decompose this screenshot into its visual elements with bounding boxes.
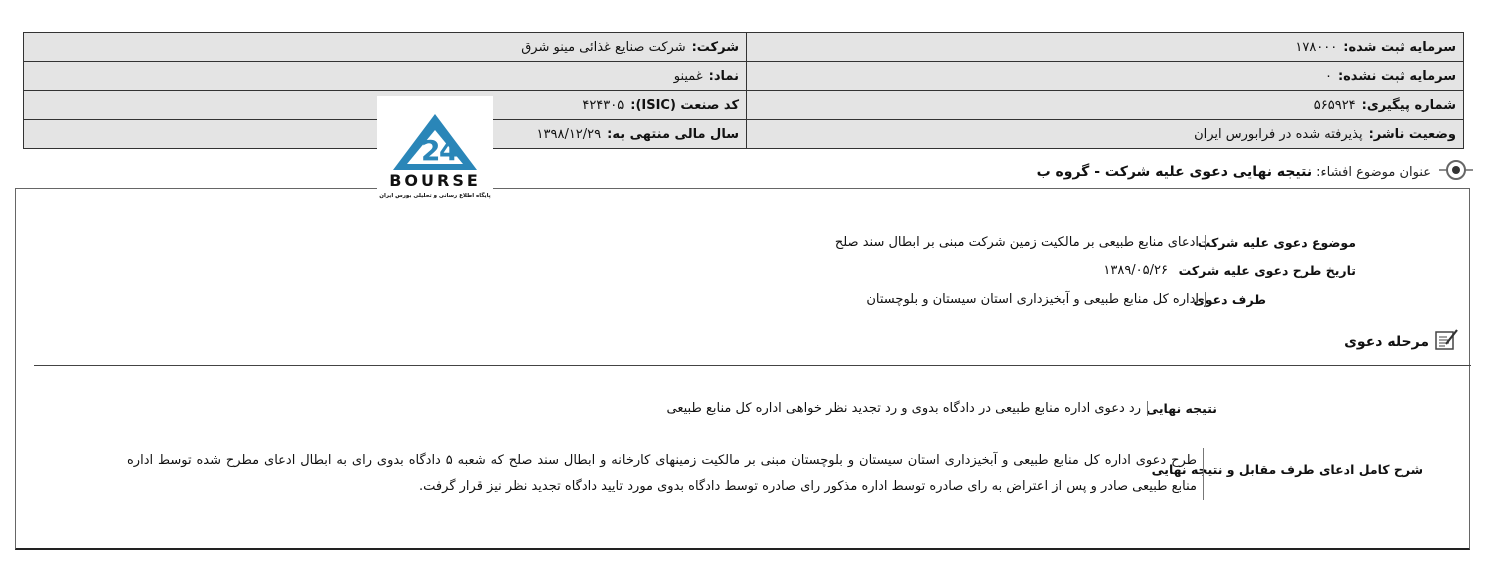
lawsuit-topic-row [835, 232, 1356, 252]
unregistered-capital-value: ۰ [1324, 68, 1332, 84]
fiscal-year-label: سال مالی منتهی به: [607, 126, 739, 142]
symbol-cell [24, 62, 747, 91]
symbol-label: نماد: [708, 68, 739, 84]
edit-note-icon [1429, 328, 1459, 356]
registered-capital-value: ۱۷۸۰۰۰ [1295, 39, 1338, 55]
lawsuit-date-value: ۱۳۸۹/۰۵/۲۶ [1103, 262, 1168, 278]
stage-section-title [1344, 328, 1459, 356]
lawsuit-party-row [866, 289, 1266, 309]
unregistered-capital-label: سرمایه ثبت نشده: [1337, 68, 1456, 84]
company-cell [24, 33, 747, 62]
subject-label: عنوان موضوع افشاء: [1316, 164, 1431, 180]
company-header-table [23, 32, 1464, 149]
publisher-status-value: پذیرفته شده در فرابورس ایران [1194, 126, 1363, 142]
logo-tagline: پایگاه اطلاع رسانی و تحلیلی بورس ایران [379, 193, 491, 199]
isic-label: کد صنعت (ISIC): [630, 97, 739, 113]
full-description-label: شرح کامل ادعای طرف مقابل و نتیجه نهایی [1151, 462, 1423, 477]
section-divider [34, 365, 1471, 366]
unregistered-capital-cell [747, 62, 1464, 91]
stage-title-text: مرحله دعوی [1344, 334, 1429, 350]
publisher-status-label: وضعیت ناشر: [1368, 126, 1456, 142]
tracking-label: شماره پیگیری: [1361, 97, 1456, 113]
registered-capital-label: سرمایه ثبت شده: [1343, 39, 1456, 55]
bourse24-logo-graphic [377, 96, 493, 200]
final-result-value: رد دعوی اداره منابع طبیعی در دادگاه بدوی و رد تجدید نظر خواهی اداره کل منابع طبیعی [667, 401, 1148, 416]
lawsuit-topic-label: موضوع دعوی علیه شرکت [1197, 234, 1356, 250]
subject-value: نتیجه نهایی دعوی علیه شرکت - گروه ب [1036, 164, 1313, 180]
final-result-row [667, 397, 1217, 419]
lawsuit-topic-value: ادعای منابع طبیعی بر مالکیت زمین شرکت مبنی بر ابطال سند صلح [835, 235, 1206, 250]
lawsuit-date-row [1103, 260, 1356, 280]
company-value: شرکت صنایع غذائی مینو شرق [521, 39, 686, 55]
logo-wordmark: BOURSE [389, 171, 481, 190]
disclosure-subject [1037, 157, 1473, 187]
registered-capital-cell [747, 33, 1464, 62]
svg-text:4: 4 [439, 134, 459, 167]
isic-value: ۴۲۴۳۰۵ [582, 97, 625, 113]
tracking-cell [747, 91, 1464, 120]
publisher-status-cell [747, 120, 1464, 149]
lawsuit-party-value: اداره کل منابع طبیعی و آبخیزداری استان سیستان و بلوچستان [866, 292, 1206, 307]
lawsuit-date-label: تاریخ طرح دعوی علیه شرکت [1178, 262, 1356, 278]
symbol-value: غمینو [673, 68, 703, 84]
tracking-value: ۵۶۵۹۲۴ [1313, 97, 1356, 113]
full-description-value: طرح دعوی اداره کل منابع طبیعی و آبخیزداری استان سیستان و بلوچستان مبنی بر مالکیت زمینهای کارخانه و ابطال سند صلح که شعبه ۵ دادگاه بدوی رای به ابطال ادعای مطرح شده توسط اداره منابع طبیعی صادر و پس از اعتراض به رای صادره توسط اداره مذکور رای صادره توسط دادگاه بدوی مورد تایید دادگاه تجدید نظر نیز قرار گرفت. [127, 448, 1204, 500]
final-result-label: نتیجه نهایی [1146, 400, 1217, 416]
company-label: شرکت: [691, 39, 739, 55]
svg-text:2: 2 [421, 134, 441, 167]
bourse24-logo [377, 96, 493, 200]
lawsuit-party-label: طرف دعوی [1193, 291, 1266, 307]
target-icon [1439, 157, 1473, 187]
fiscal-year-value: ۱۳۹۸/۱۲/۲۹ [536, 126, 602, 142]
